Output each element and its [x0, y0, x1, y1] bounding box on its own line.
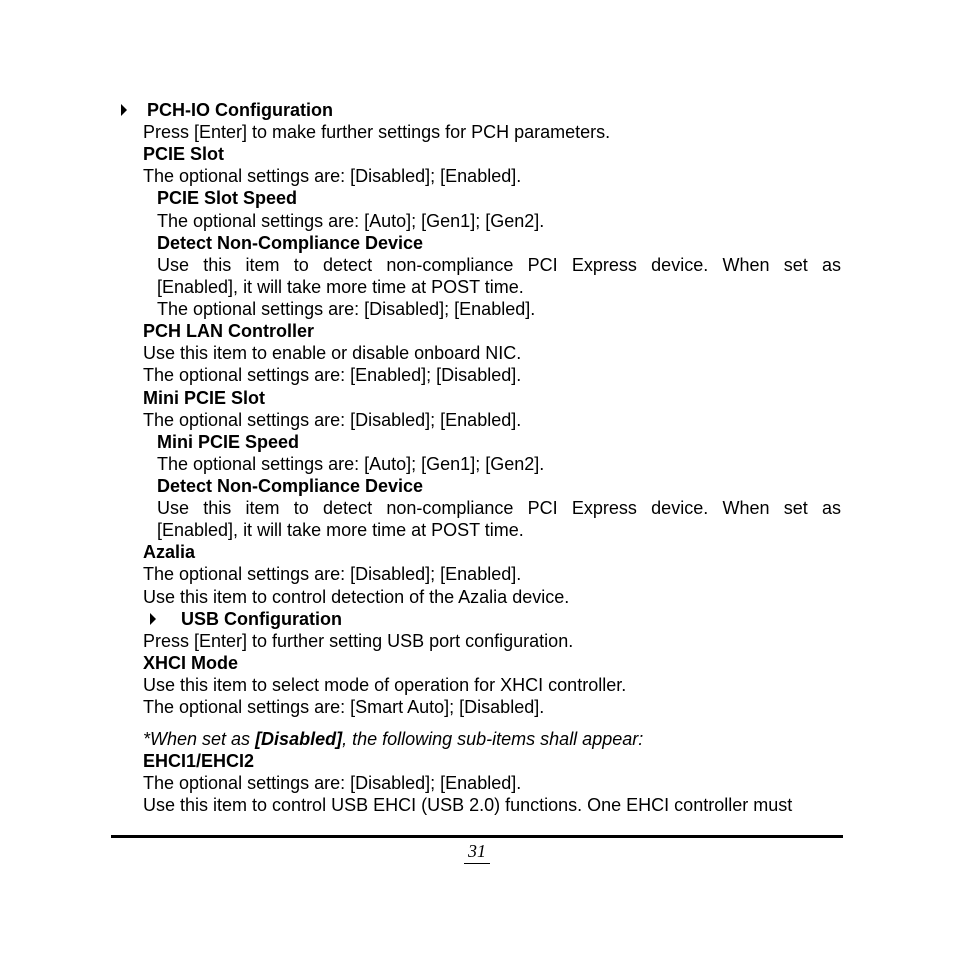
- pcie-slot-speed-heading: PCIE Slot Speed: [157, 188, 298, 208]
- pch-io-desc: Press [Enter] to make further settings for PCH parameters.: [143, 122, 611, 142]
- mini-pcie-speed-heading: Mini PCIE Speed: [157, 432, 300, 452]
- pcie-detect-options: The optional settings are: [Disabled]; [Enabled].: [157, 299, 536, 319]
- note-prefix: *When set as: [143, 729, 256, 749]
- arrow-right-icon: [150, 613, 156, 625]
- mini-pcie-detect-heading: Detect Non-Compliance Device: [157, 476, 424, 496]
- pch-lan-options: The optional settings are: [Enabled]; [Disabled].: [143, 365, 522, 385]
- azalia-heading: Azalia: [143, 542, 196, 562]
- note-disabled-value: [Disabled]: [255, 729, 343, 749]
- pcie-detect-desc-line1: Use this item to detect non-compliance PCI Express device. When set as: [157, 255, 841, 275]
- pcie-slot-options: The optional settings are: [Disabled]; [Enabled].: [143, 166, 522, 186]
- page-number-underline: [464, 863, 490, 864]
- mini-pcie-options: The optional settings are: [Disabled]; [Enabled].: [143, 410, 522, 430]
- ehci-heading: EHCI1/EHCI2: [143, 751, 255, 771]
- xhci-disabled-note: [143, 728, 643, 750]
- pch-io-heading: PCH-IO Configuration: [147, 100, 333, 120]
- azalia-options: The optional settings are: [Disabled]; [Enabled].: [143, 564, 522, 584]
- pcie-slot-speed-options: The optional settings are: [Auto]; [Gen1]; [Gen2].: [157, 211, 545, 231]
- azalia-desc: Use this item to control detection of the Azalia device.: [143, 587, 570, 607]
- ehci-options: The optional settings are: [Disabled]; [Enabled].: [143, 773, 522, 793]
- mini-pcie-detect-desc-line2: [Enabled], it will take more time at POST time.: [157, 520, 524, 540]
- pcie-detect-desc-line2: [Enabled], it will take more time at POST time.: [157, 277, 524, 297]
- footer-divider: [111, 835, 843, 838]
- page-number: 31: [468, 841, 486, 861]
- pcie-detect-heading: Detect Non-Compliance Device: [157, 233, 424, 253]
- mini-pcie-speed-options: The optional settings are: [Auto]; [Gen1]; [Gen2].: [157, 454, 545, 474]
- usb-config-desc: Press [Enter] to further setting USB port configuration.: [143, 631, 574, 651]
- pch-lan-heading: PCH LAN Controller: [143, 321, 314, 341]
- xhci-desc: Use this item to select mode of operation for XHCI controller.: [143, 675, 627, 695]
- ehci-desc: Use this item to control USB EHCI (USB 2.0) functions. One EHCI controller must: [143, 795, 793, 815]
- note-suffix: , the following sub-items shall appear:: [342, 729, 644, 749]
- arrow-right-icon: [121, 104, 127, 116]
- pch-lan-desc: Use this item to enable or disable onboard NIC.: [143, 343, 522, 363]
- pcie-slot-heading: PCIE Slot: [143, 144, 225, 164]
- usb-config-heading: USB Configuration: [181, 609, 342, 629]
- mini-pcie-heading: Mini PCIE Slot: [143, 388, 266, 408]
- mini-pcie-detect-desc-line1: Use this item to detect non-compliance PCI Express device. When set as: [157, 498, 841, 518]
- xhci-heading: XHCI Mode: [143, 653, 239, 673]
- xhci-options: The optional settings are: [Smart Auto]; [Disabled].: [143, 697, 545, 717]
